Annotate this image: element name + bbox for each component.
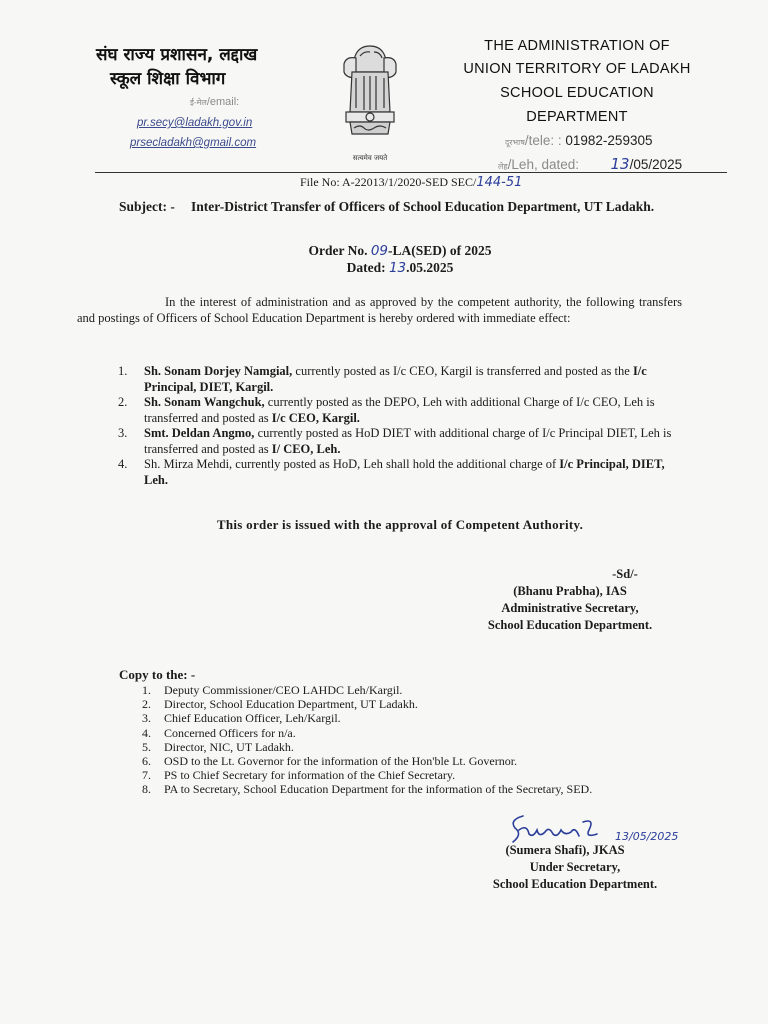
intro-paragraph: In the interest of administration and as approved by the competent authority, the following transfers and postings of Officers of School Education Department is hereby ordered with immediate effect: — [77, 295, 682, 325]
signed-mark: -Sd/- — [612, 567, 638, 581]
header-divider — [95, 172, 727, 173]
list-item: 3. Chief Education Officer, Leh/Kargil. — [142, 711, 341, 726]
signatory-designation: Under Secretary, — [529, 860, 621, 874]
subject-text: Inter-District Transfer of Officers of School Education Department, UT Ladakh. — [191, 199, 655, 214]
email-link-secondary[interactable]: prsecladakh@gmail.com — [130, 137, 257, 149]
signatory-department: School Education Department. — [487, 618, 653, 632]
emblem-motto: सत्यमेव जयते — [352, 154, 388, 162]
list-item: 7. PS to Chief Secretary for information of the Chief Secretary. — [142, 768, 456, 783]
telephone-line: दूरभाष/tele: : 01982-259305 — [505, 133, 653, 148]
subject-label: Subject: - — [119, 199, 175, 214]
eng-dept-line2: UNION TERRITORY OF LADAKH — [463, 61, 691, 77]
email-label: ई-मेल/email: — [190, 96, 240, 108]
order-date: Dated: 13.05.2025 — [346, 260, 454, 276]
list-item: 4. Sh. Mirza Mehdi, currently posted as HoD, Leh shall hold the additional charge of I/c Principal, DIET, Leh. — [118, 457, 665, 487]
eng-dept-line4: DEPARTMENT — [526, 109, 628, 125]
order-number: Order No. 09-LA(SED) of 2025 — [308, 243, 492, 259]
signatory-name: (Bhanu Prabha), IAS — [513, 584, 627, 598]
lion-capital-icon — [330, 42, 410, 154]
signatory-name: (Sumera Shafi), JKAS — [505, 843, 625, 857]
signatory-designation: Administrative Secretary, — [501, 601, 639, 615]
copy-to-heading: Copy to the: - — [119, 667, 196, 682]
list-item: 2. Director, School Education Department, UT Ladakh. — [142, 697, 418, 712]
signatory-primary — [460, 566, 680, 634]
eng-dept-line1: THE ADMINISTRATION OF — [484, 38, 670, 54]
place-date-line: लेह/Leh, dated: 13/05/2025 — [498, 155, 683, 173]
list-item: 1. Deputy Commissioner/CEO LAHDC Leh/Kargil. — [142, 683, 403, 697]
signatory-secondary — [460, 842, 690, 893]
list-item: 8. PA to Secretary, School Education Department for the information of the Secretary, SED. — [142, 782, 593, 797]
hindi-dept-line2: स्कूल शिक्षा विभाग — [110, 69, 226, 89]
national-emblem — [330, 42, 410, 164]
list-item: 2. Sh. Sonam Wangchuk, currently posted as the DEPO, Leh with additional Charge of I/c CEO, Leh is transferred and posted as I/c CEO, Kargil. — [118, 395, 655, 425]
approval-statement: This order is issued with the approval of Competent Authority. — [216, 517, 584, 532]
list-item: 4. Concerned Officers for n/a. — [142, 725, 296, 740]
list-item: 1. Sh. Sonam Dorjey Namgial, currently posted as I/c CEO, Kargil is transferred and posted as the I/c Principal, DIET, Kargil. — [118, 364, 647, 394]
transfer-list — [118, 364, 680, 488]
eng-dept-line3: SCHOOL EDUCATION — [500, 85, 654, 101]
copy-to-list — [142, 683, 682, 797]
list-item: 5. Director, NIC, UT Ladakh. — [142, 739, 294, 754]
hindi-dept-line1: संघ राज्य प्रशासन, लद्दाख — [96, 45, 258, 65]
list-item: 3. Smt. Deldan Angmo, currently posted as HoD DIET with additional charge of I/c Principal DIET, Leh is transferred and posted as I/ CEO, Leh. — [118, 426, 672, 456]
email-link-primary[interactable]: pr.secy@ladakh.gov.in — [137, 117, 253, 129]
file-number: File No: A-22013/1/2020-SED SEC/144-51 — [300, 175, 523, 190]
list-item: 6. OSD to the Lt. Governor for the information of the Hon'ble Lt. Governor. — [142, 754, 518, 769]
subject — [119, 198, 679, 215]
signature-date: 13/05/2025 — [615, 830, 679, 843]
signatory-department: School Education Department. — [492, 877, 658, 891]
